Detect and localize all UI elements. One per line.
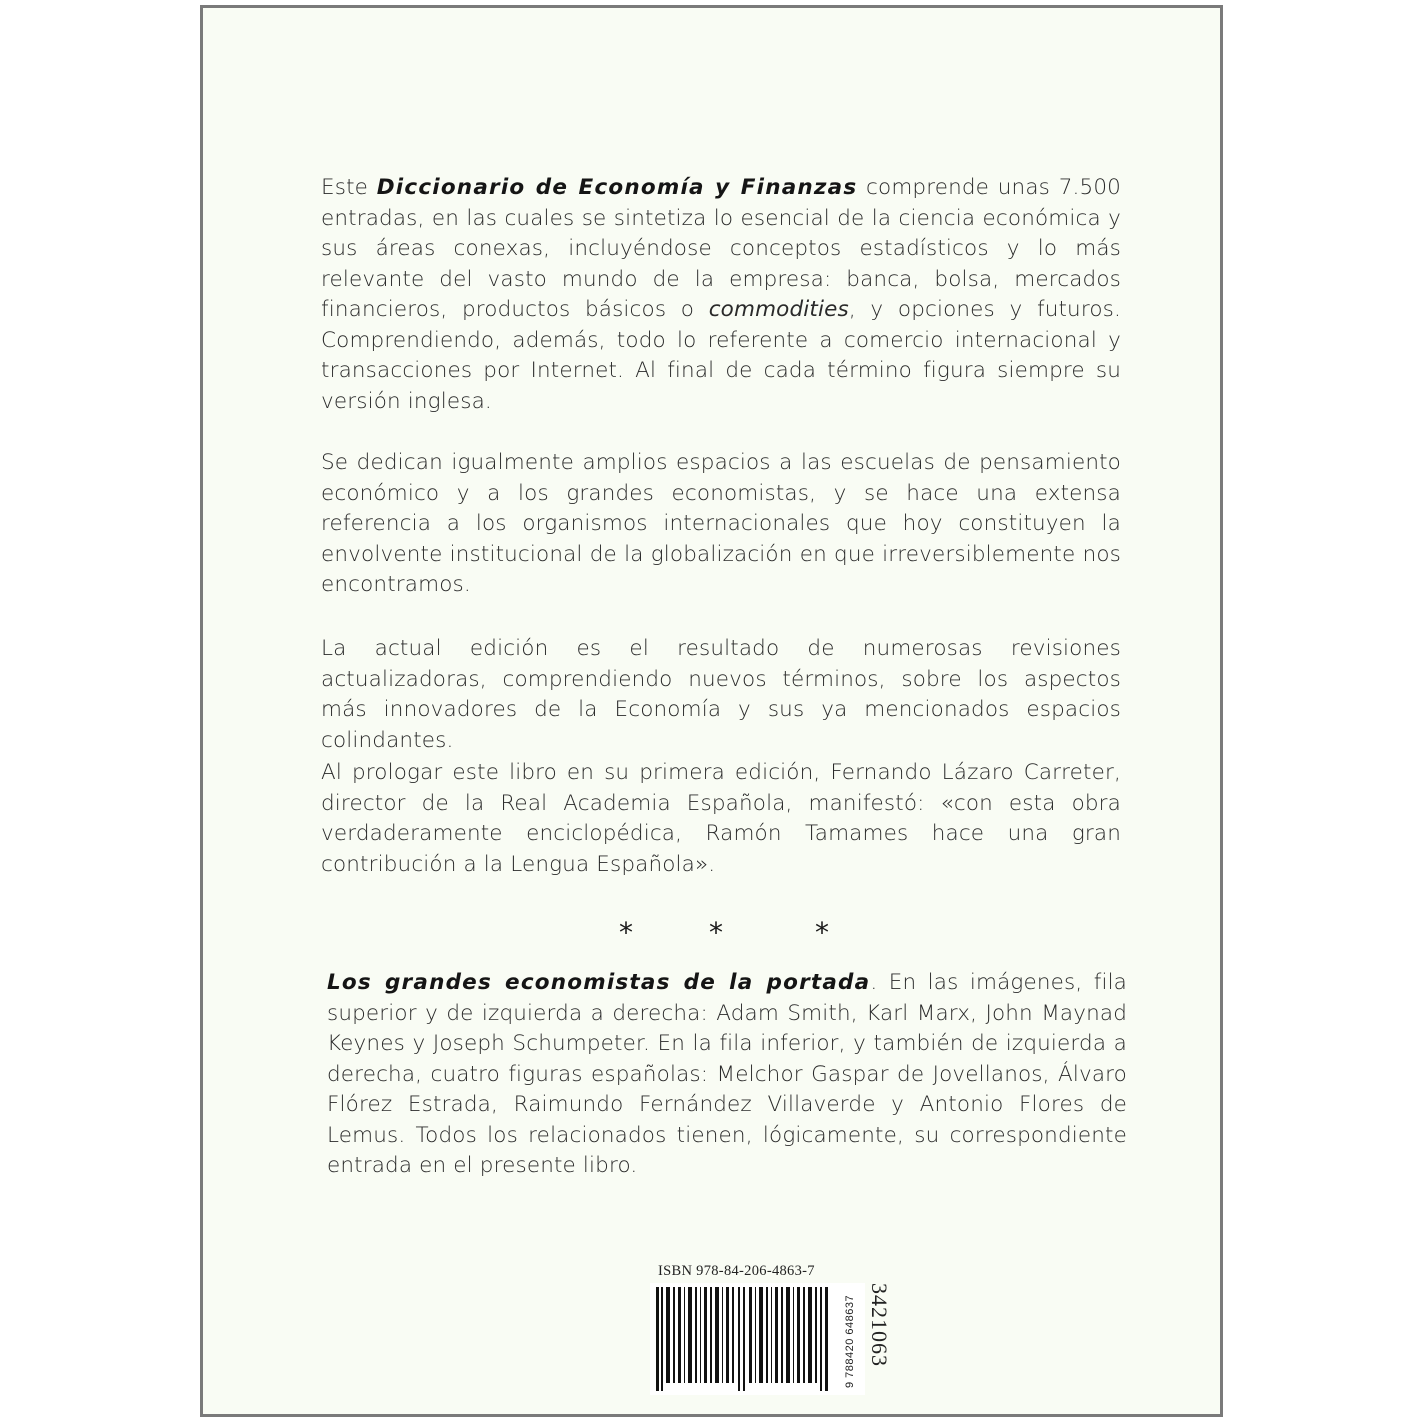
barcode-bars (650, 1283, 844, 1395)
paragraph-text: . En las imágenes, fila superior y de izquierda a derecha: Adam Smith, Karl Marx, John Maynad Keynes y Joseph Schumpeter. En la fila inferior, y también de izquierda a derecha, cuatro figuras españolas: Melchor Gaspar de Jovellanos, Álvaro Flórez Estrada, Raimundo Fernández Villaverde y Antonio Flores de Lemus. Todos los relacionados tienen, lógicamente, su correspondiente entrada en el presente libro. (327, 970, 1128, 1178)
book-title: Diccionario de Economía y Finanzas (376, 175, 858, 200)
cover-economists-paragraph (327, 968, 1127, 1182)
description-paragraph (321, 173, 1121, 417)
barcode (650, 1283, 865, 1395)
asterisk: * (619, 916, 633, 949)
section-title: Los grandes economistas de la portada (327, 970, 871, 995)
schools-paragraph: Se dedican igualmente amplios espacios a las escuelas de pensamiento económico y a los grandes economistas, y se hace una extensa referencia a los organismos internacionales que hoy constituyen la envolvente institucional de la globalización en que irreversiblemente nos encontramos. (321, 450, 1121, 597)
paragraph-intro: Este (321, 175, 377, 200)
italic-term: commodities (708, 297, 849, 322)
separator-asterisks (607, 916, 847, 949)
side-code-number: 3421063 (867, 1283, 892, 1367)
paragraph-text: , y opciones y futuros. Comprendiendo, además, todo lo referente a comercio internacional y transacciones por Internet. Al final de cada término figura siempre su versión inglesa. (321, 297, 1121, 414)
paragraph-text: comprende unas 7.500 entradas, en las cuales se sintetiza lo esencial de la ciencia económica y sus áreas conexas, incluyéndose conceptos estadísticos y lo más relevante del vasto mundo de la empresa: banca, bolsa, mercados financieros, productos básicos o (321, 175, 1122, 322)
asterisk: * (815, 916, 829, 949)
edition-paragraph: La actual edición es el resultado de numerosas revisiones actualizadoras, comprendiendo nuevos términos, sobre los aspectos más innovadores de la Economía y sus ya mencionados espacios colindantes. (321, 636, 1121, 753)
barcode-digits: 9 788420 648637 (844, 1294, 856, 1388)
isbn-label: ISBN 978-84-206-4863-7 (658, 1263, 815, 1279)
prologue-paragraph: Al prologar este libro en su primera edición, Fernando Lázaro Carreter, director de la Real Academia Española, manifestó: «con esta obra verdaderamente enciclopédica, Ramón Tamames hace una gran contribución a la Lengua Española». (321, 760, 1121, 877)
back-cover (200, 5, 1223, 1417)
asterisk: * (709, 916, 723, 949)
